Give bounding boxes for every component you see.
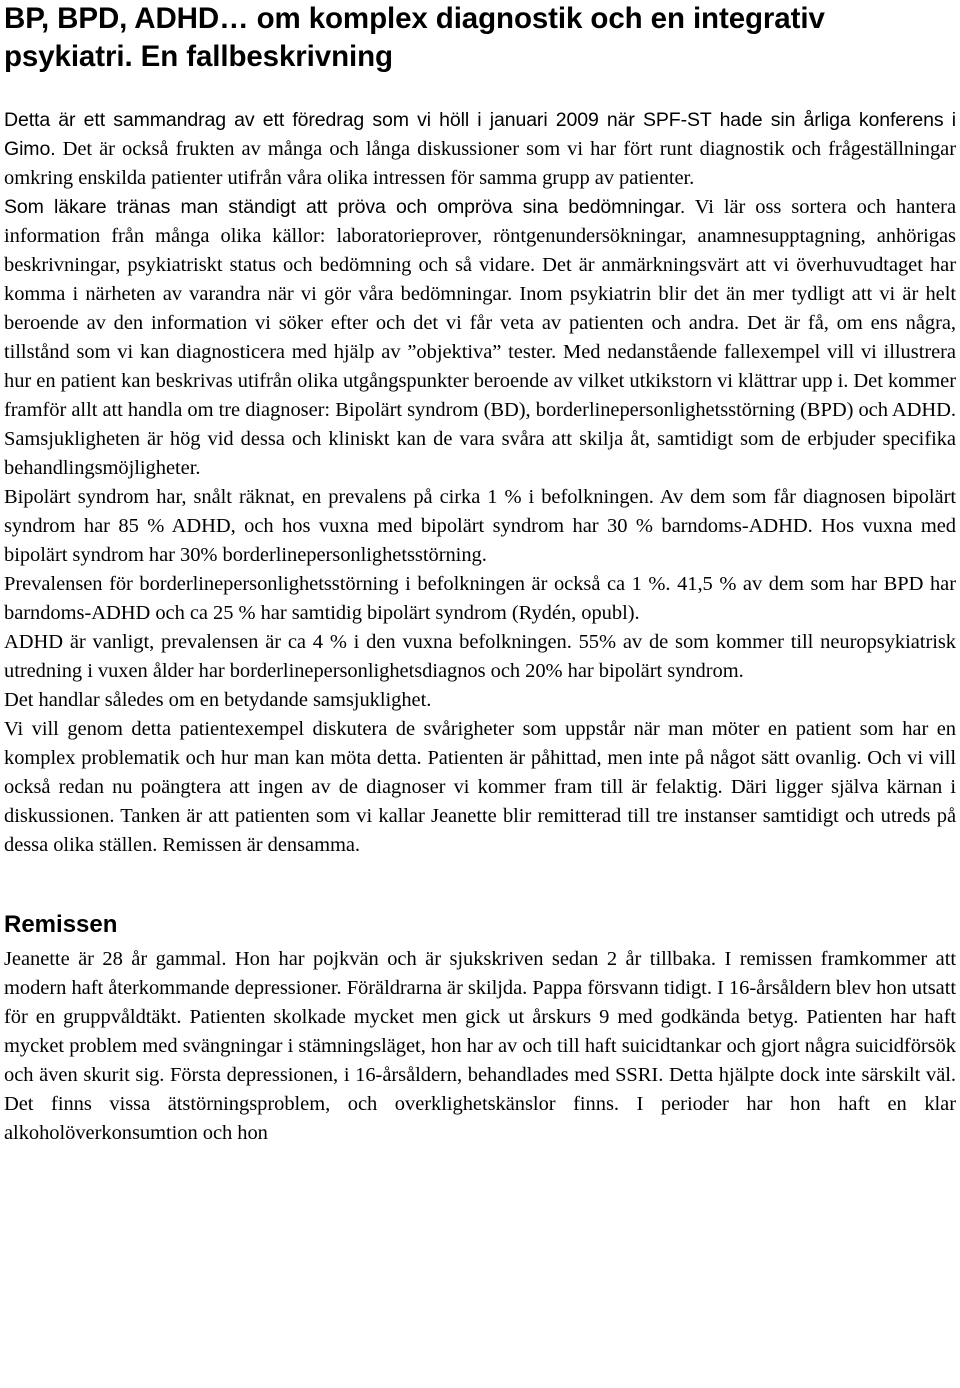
paragraph-intro xyxy=(4,106,956,193)
paragraph-lead: Detta är ett sammandrag av ett föredrag som vi höll i januari 2009 när SPF-ST hade sin årliga konferens i Gimo. xyxy=(4,109,956,160)
paragraph-patient-example: Vi vill genom detta patientexempel diskutera de svårigheter som uppstår när man möter en patient som har en komplex problematik och hur man kan möta detta. Patienten är påhittad, men inte på något sätt ovanlig. Och vi vill också redan nu poängtera att ingen av de diagnoser vi kommer fram till är felaktig. Däri ligger själva kärnan i diskussionen. Tanken är att patienten som vi kallar Jeanette blir remitterad till tre instanser samtidigt och utreds på dessa olika ställen. Remissen är densamma. xyxy=(4,718,956,856)
section-heading-remissen: Remissen xyxy=(4,911,118,938)
paragraph-adhd: ADHD är vanligt, prevalensen är ca 4 % i den vuxna befolkningen. 55% av de som kommer till neuropsykiatrisk utredning i vuxen ålder har borderlinepersonlighetsdiagnos och 20% har bipolärt syndrom. xyxy=(4,631,956,682)
paragraph-body: Det är också frukten av många och långa diskussioner som vi har fört runt diagnostik och frågeställningar omkring enskilda patienter utifrån våra olika intressen för samma grupp av patienter. xyxy=(4,138,956,189)
paragraph-assessment xyxy=(4,193,956,483)
paragraph-comorbidity: Det handlar således om en betydande samsjuklighet. xyxy=(4,689,432,711)
paragraph-referral: Jeanette är 28 år gammal. Hon har pojkvän och är sjukskriven sedan 2 år tillbaka. I remissen framkommer att modern haft återkommande depressioner. Föräldrarna är skiljda. Pappa försvann tidigt. I 16-årsåldern blev hon utsatt för en gruppvåldtäkt. Patienten skolkade mycket men gick ut årskurs 9 med godkända betyg. Patienten har haft mycket problem med svängningar i stämningsläget, hon har av och till haft suicidtankar och gjort några suicidförsök och även skurit sig. Första depressionen, i 16-årsåldern, behandlades med SSRI. Detta hjälpte dock inte särskilt väl. Det finns vissa ätstörningsproblem, och overklighetskänslor finns. I perioder har hon haft en klar alkoholöverkonsumtion och hon xyxy=(4,948,956,1144)
paragraph-bipolar: Bipolärt syndrom har, snålt räknat, en prevalens på cirka 1 % i befolkningen. Av dem som får diagnosen bipolärt syndrom har 85 % ADHD, och hos vuxna med bipolärt syndrom har 30 % barndoms-ADHD. Hos vuxna med bipolärt syndrom har 30% borderlinepersonlighetsstörning. xyxy=(4,486,956,566)
paragraph-lead: Som läkare tränas man ständigt att pröva och ompröva sina bedömningar. xyxy=(4,196,686,218)
document-page xyxy=(4,0,956,1148)
document-title: BP, BPD, ADHD… om komplex diagnostik och en integrativ psykiatri. En fallbeskrivning xyxy=(4,2,825,73)
paragraph-bpd: Prevalensen för borderlinepersonlighetsstörning i befolkningen är också ca 1 %. 41,5 % av dem som har BPD har barndoms-ADHD och ca 25 % har samtidig bipolärt syndrom (Rydén, opubl). xyxy=(4,573,956,624)
paragraph-body: Vi lär oss sortera och hantera information från många olika källor: laboratorieprover, röntgenundersökningar, anamnesupptagning, anhörigas beskrivningar, psykiatriskt status och bedömning och så vidare. Det är anmärkningsvärt att vi överhuvudtaget har komma i närheten av varandra när vi gör våra bedömningar. Inom psykiatrin blir det än mer tydligt att vi är helt beroende av den information vi söker efter och det vi får veta av patienten och andra. Det är få, om ens några, tillstånd som vi kan diagnosticera med hjälp av ”objektiva” tester. Med nedanstående fallexempel vill vi illustrera hur en patient kan beskrivas utifrån olika utgångspunkter beroende av vilket utkikstorn vi klättrar upp i. Det kommer framför allt att handla om tre diagnoser: Bipolärt syndrom (BD), borderlinepersonlighetsstörning (BPD) och ADHD. Samsjukligheten är hög vid dessa och kliniskt kan de vara svåra att skilja åt, samtidigt som de erbjuder specifika behandlingsmöjligheter. xyxy=(4,196,956,479)
